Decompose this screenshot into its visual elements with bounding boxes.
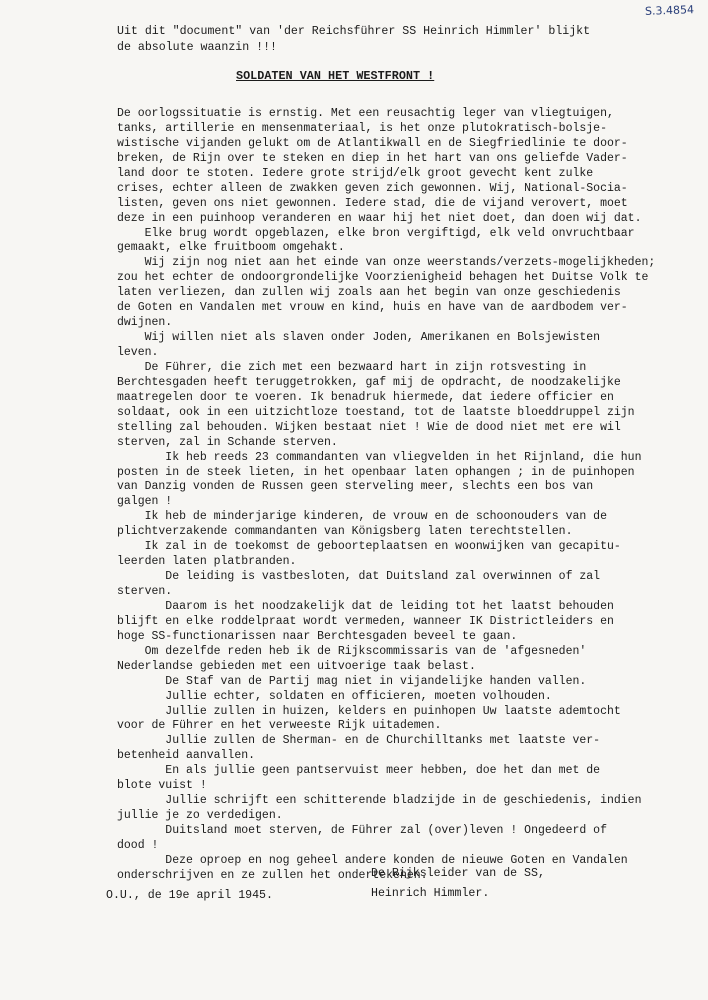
body-line: posten in de steek lieten, in het openbaar laten ophangen ; in de puinhopen xyxy=(117,465,635,479)
body-line: Jullie zullen de Sherman- en de Churchilltanks met laatste ver- xyxy=(117,734,601,748)
body-line: wistische vijanden gelukt om de Atlantikwall en de Siegfriedlinie te door- xyxy=(117,136,628,150)
body-line: laten verliezen, dan zullen wij zoals aan het begin van onze geschiedenis xyxy=(117,286,621,300)
body-line: Ik heb de minderjarige kinderen, de vrouw en de schoonouders van de xyxy=(117,510,607,524)
document-title: SOLDATEN VAN HET WESTFRONT ! xyxy=(236,69,435,83)
body-line: Deze oproep en nog geheel andere konden de nieuwe Goten en Vandalen xyxy=(117,853,628,867)
body-line: land door te stoten. Iedere grote strijd/elk groot gevecht kent zulke xyxy=(117,166,594,180)
body-line: Ik heb reeds 23 commandanten van vliegvelden in het Rijnland, die hun xyxy=(117,450,642,464)
body-line: Berchtesgaden heeft teruggetrokken, gaf mij de opdracht, de noodzakelijke xyxy=(117,375,621,389)
body-line: blijft en elke roddelpraat wordt vermeden, wanneer IK Districtleiders en xyxy=(117,614,614,628)
body-line: sterven. xyxy=(117,585,173,598)
body-line: stelling zal behouden. Wijken bestaat niet ! Wie de dood niet met ere wil xyxy=(117,420,621,434)
body-line: Ik zal in de toekomst de geboorteplaatsen en woonwijken van gecapitu- xyxy=(117,540,621,554)
intro-line: Uit dit "document" van 'der Reichsführer SS Heinrich Himmler' blijkt xyxy=(117,25,591,38)
archive-stamp: S.3.4854 xyxy=(644,3,695,18)
signature-role: De Rijksleider van de SS, xyxy=(371,867,545,880)
body-line: deze in een puinhoop veranderen en waar hij het niet doet, dan doen wij dat. xyxy=(117,211,642,225)
body-line: maatregelen door te voeren. Ik benadruk hiermede, dat iedere officier en xyxy=(117,390,614,404)
body-line: zou het echter de ondoorgrondelijke Voorzienigheid behagen het Duitse Volk te xyxy=(117,271,649,285)
body-line: blote vuist ! xyxy=(117,779,207,793)
body-line: van Danzig vonden de Russen geen sterveling meer, slechts een bos van xyxy=(117,480,594,494)
body-line: galgen ! xyxy=(117,495,173,509)
body-line: De Führer, die zich met een bezwaard hart in zijn rotsvesting in xyxy=(117,360,587,374)
document-body xyxy=(117,107,692,884)
body-line: de Goten en Vandalen met vrouw en kind, huis en have van de aardbodem ver- xyxy=(117,301,628,315)
body-line: Om dezelfde reden heb ik de Rijkscommissaris van de 'afgesneden' xyxy=(117,644,587,658)
body-line: dwijnen. xyxy=(117,316,173,330)
body-line: jullie je zo verdedigen. xyxy=(117,809,283,823)
signature-right xyxy=(371,864,545,904)
body-line: leerden laten platbranden. xyxy=(117,555,297,569)
body-line: sterven, zal in Schande sterven. xyxy=(117,435,338,449)
signature-name: Heinrich Himmler. xyxy=(371,887,490,900)
body-line: Wij willen niet als slaven onder Joden, Amerikanen en Bolsjewisten xyxy=(117,331,601,345)
body-line: listen, geven ons niet gewonnen. Iedere stad, die de vijand verovert, moet xyxy=(117,196,628,210)
body-line: plichtverzakende commandanten van Königsberg laten terechtstellen. xyxy=(117,525,573,539)
body-line: onderschrijven en ze zullen het ondertekenen. xyxy=(117,868,428,882)
body-line: De oorlogssituatie is ernstig. Met een reusachtig leger van vliegtuigen, xyxy=(117,107,614,120)
body-line: Jullie schrijft een schitterende bladzijde in de geschiedenis, indien xyxy=(117,794,642,808)
body-line: Daarom is het noodzakelijk dat de leiding tot het laatst behouden xyxy=(117,599,614,613)
body-line: Jullie zullen in huizen, kelders en puinhopen Uw laatste ademtocht xyxy=(117,704,621,718)
body-line: Jullie echter, soldaten en officieren, moeten volhouden. xyxy=(117,689,552,703)
intro-line: de absolute waanzin !!! xyxy=(117,41,278,54)
body-line: soldaat, ook in een uitzichtloze toestand, tot de laatste bloeddruppel zijn xyxy=(117,405,635,419)
body-line: Wij zijn nog niet aan het einde van onze weerstands/verzets-mogelijkheden; xyxy=(117,256,656,270)
body-line: breken, de Rijn over te steken en diep in het hart van ons geliefde Vader- xyxy=(117,151,628,165)
body-line: tanks, artillerie en mensenmateriaal, is het onze plutokratisch-bolsje- xyxy=(117,121,607,135)
body-line: Duitsland moet sterven, de Führer zal (over)leven ! Ongedeerd of xyxy=(117,824,607,837)
body-line: voor de Führer en het verweeste Rijk uitademen. xyxy=(117,719,442,733)
body-line: dood ! xyxy=(117,838,159,852)
body-line: gemaakt, elke fruitboom omgehakt. xyxy=(117,241,345,255)
body-line: betenheid aanvallen. xyxy=(117,749,256,763)
body-line: leven. xyxy=(117,346,159,359)
body-line: Nederlandse gebieden met een uitvoerige taak belast. xyxy=(117,659,476,673)
body-line: En als jullie geen pantservuist meer hebben, doe het dan met de xyxy=(117,764,601,778)
intro-note xyxy=(117,24,590,56)
body-line: hoge SS-functionarissen naar Berchtesgaden beveel te gaan. xyxy=(117,629,518,643)
body-line: De Staf van de Partij mag niet in vijandelijke handen vallen. xyxy=(117,674,587,688)
signature-date: O.U., de 19e april 1945. xyxy=(106,889,273,902)
body-line: crises, echter alleen de zwakken geven zich gewonnen. Wij, National-Socia- xyxy=(117,181,628,195)
body-line: De leiding is vastbesloten, dat Duitsland zal overwinnen of zal xyxy=(117,570,601,584)
body-line: Elke brug wordt opgeblazen, elke bron vergiftigd, elk veld onvruchtbaar xyxy=(117,226,635,240)
